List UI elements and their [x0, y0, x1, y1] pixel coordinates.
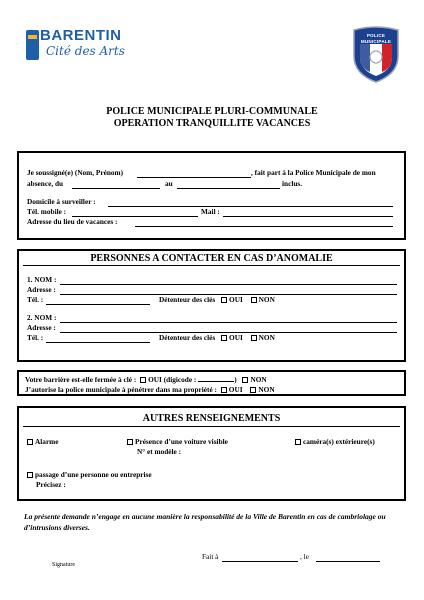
other-info-section [17, 406, 406, 501]
contact2-tel-field[interactable] [46, 342, 150, 343]
declarant-label: Je soussigné(e) (Nom, Prénom) [27, 168, 124, 177]
camera-option [295, 437, 375, 446]
barrier-oui-label: OUI (digicode : [148, 375, 197, 384]
contact1-tel-label: Tél. : [27, 295, 44, 304]
vehicle-model-label: N° et modèle : [137, 447, 182, 456]
authorize-oui-checkbox[interactable] [221, 387, 227, 393]
badge-text-bottom: MUNICIPALE [360, 38, 392, 44]
contact2-nom-label: 2. NOM : [27, 313, 57, 322]
absence-from-label: absence, du [27, 179, 64, 188]
mail-label: Mail : [201, 207, 220, 216]
declarant-name-field[interactable] [137, 177, 251, 178]
barrier-question: Votre barrière est-elle fermée à clé : [25, 375, 137, 384]
tel-mobile-label: Tél. mobile : [27, 207, 67, 216]
contact2-tel-label: Tél. : [27, 333, 44, 342]
contact1-keys-oui-label: OUI [229, 295, 243, 304]
absence-start-field[interactable] [72, 188, 160, 189]
authorize-non-label: NON [258, 385, 275, 394]
contact2-adresse-label: Adresse : [27, 323, 56, 332]
page-title: POLICE MUNICIPALE PLURI-COMMUNALE [106, 106, 318, 117]
vacation-address-field[interactable] [135, 226, 393, 227]
logo-subtitle: Cité des Arts [46, 44, 125, 58]
authorize-non-checkbox[interactable] [250, 387, 256, 393]
contact1-keys-row [159, 295, 275, 304]
contact2-keys-row [159, 333, 275, 342]
passage-checkbox[interactable] [27, 472, 33, 478]
barrier-close-paren: ) [234, 375, 237, 384]
contact1-tel-field[interactable] [46, 304, 150, 305]
vehicle-checkbox[interactable] [127, 439, 133, 445]
contact2-keys-non-checkbox[interactable] [251, 335, 257, 341]
contact1-keys-non-checkbox[interactable] [251, 297, 257, 303]
logo-brand-text: BARENTIN [40, 27, 122, 44]
vehicle-label: Présence d’une voiture visible [135, 437, 228, 446]
contact2-keys-oui-label: OUI [229, 333, 243, 342]
alarm-checkbox[interactable] [27, 439, 33, 445]
passage-label: passage d’une personne ou entreprise [35, 470, 152, 479]
contact1-nom-field[interactable] [60, 284, 397, 285]
barrier-oui-checkbox[interactable] [140, 377, 146, 383]
fait-a-label: Fait à [202, 552, 219, 561]
police-badge-logo [352, 26, 400, 83]
contact2-keys-non-label: NON [258, 333, 275, 342]
contacts-section [17, 249, 406, 362]
barrier-non-label: NON [250, 375, 267, 384]
domicile-label: Domicile à surveiller : [27, 197, 96, 206]
vehicle-option [127, 437, 228, 446]
contact1-keys-oui-checkbox[interactable] [221, 297, 227, 303]
contacts-title-rule [23, 265, 400, 266]
contact2-keys-oui-checkbox[interactable] [221, 335, 227, 341]
passage-option [27, 470, 152, 479]
declarant-suffix: , fait part à la Police Municipale de mon [251, 168, 376, 177]
contact2-keys-label: Détenteur des clés [159, 333, 216, 342]
badge-text-top: POLICE [366, 33, 386, 38]
contact1-nom-label: 1. NOM : [27, 275, 57, 284]
domicile-field[interactable] [108, 206, 393, 207]
alarm-label: Alarme [35, 437, 59, 446]
barentin-logo [26, 27, 125, 65]
alarm-option [27, 437, 59, 446]
absence-inclusive-label: inclus. [282, 179, 303, 188]
absence-to-label: au [165, 179, 173, 188]
camera-checkbox[interactable] [295, 439, 301, 445]
authorize-oui-label: OUI [228, 385, 243, 394]
contact1-keys-label: Détenteur des clés [159, 295, 216, 304]
authorize-question: J’autorise la police municipale à pénétrer dans ma propriété : [25, 385, 217, 394]
digicode-field[interactable] [198, 381, 234, 382]
mail-field[interactable] [223, 216, 393, 217]
le-label: , le [300, 552, 309, 561]
authorize-row [25, 385, 275, 394]
camera-label: caméra(s) extérieure(s) [303, 437, 375, 446]
precisez-label: Précisez : [36, 480, 66, 489]
contact2-nom-field[interactable] [60, 322, 397, 323]
vacation-address-label: Adresse du lieu de vacances : [27, 217, 118, 226]
contact1-keys-non-label: NON [258, 295, 275, 304]
barrier-non-checkbox[interactable] [242, 377, 248, 383]
contact1-adresse-label: Adresse : [27, 285, 56, 294]
fait-a-field[interactable] [222, 561, 298, 562]
other-info-title: AUTRES RENSEIGNEMENTS [142, 413, 281, 424]
identity-section [17, 151, 406, 240]
contacts-title: PERSONNES A CONTACTER EN CAS D’ANOMALIE [90, 253, 333, 264]
date-field[interactable] [316, 561, 380, 562]
barrier-section [17, 370, 406, 396]
page-subtitle: OPERATION TRANQUILLITE VACANCES [113, 118, 311, 129]
city-emblem-icon [26, 30, 39, 60]
signature-label: Signature [52, 562, 75, 568]
liability-notice: La présente demande n’engage en aucune manière la responsabilité de la Ville de Barentin en cas de cambriolage ou d’intrusions diverses. [24, 512, 386, 532]
absence-end-field[interactable] [177, 188, 280, 189]
barrier-row [25, 375, 267, 384]
other-info-title-rule [23, 426, 400, 427]
